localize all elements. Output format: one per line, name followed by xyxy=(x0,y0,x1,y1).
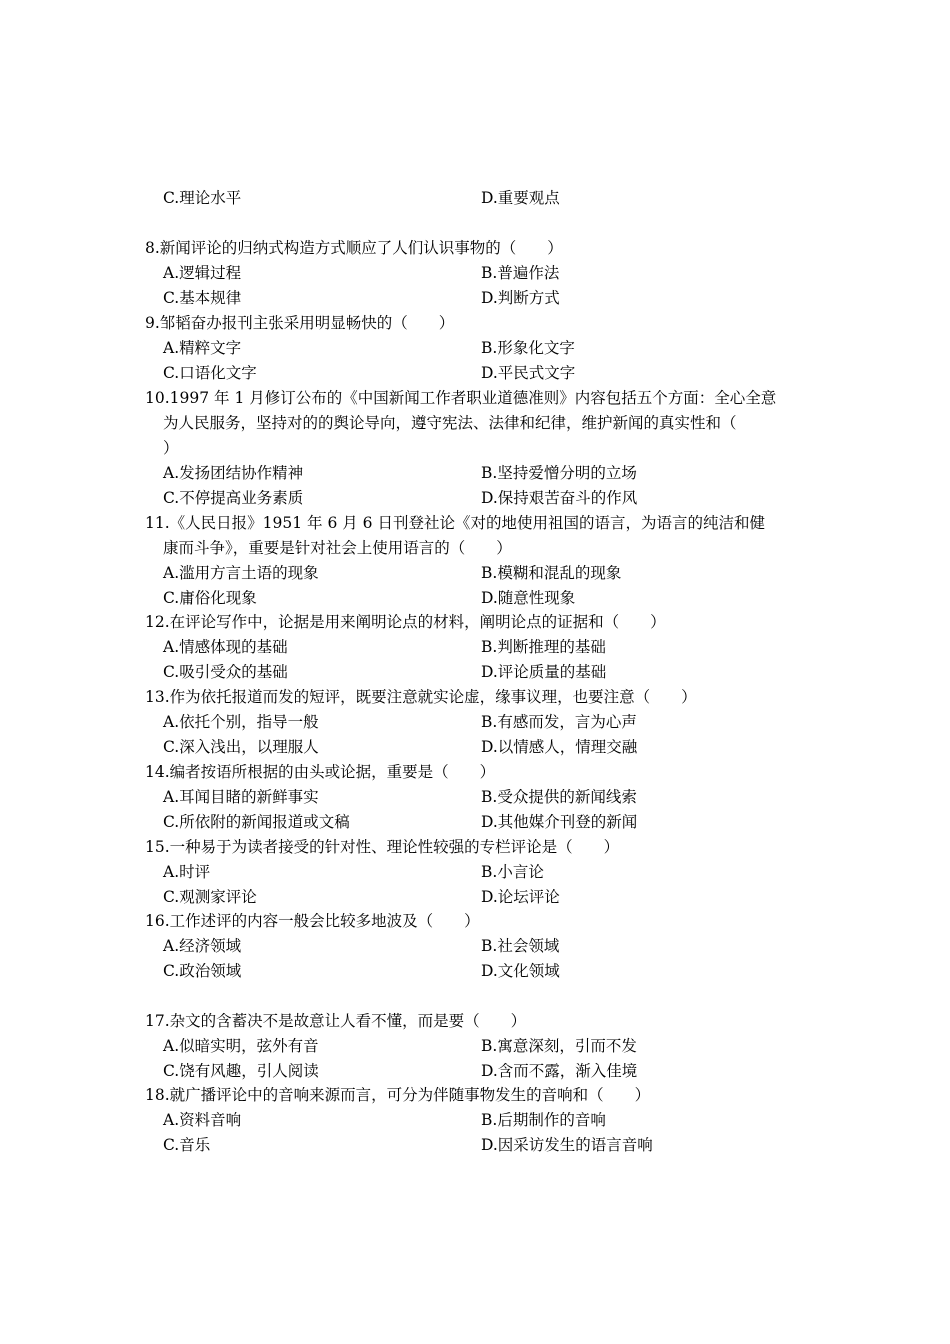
q18-option-a: A.资料音响 xyxy=(163,1111,242,1129)
q9-option-c: C.口语化文字 xyxy=(163,364,257,382)
q9-option-a: A.精粹文字 xyxy=(163,339,242,357)
q15-option-d: D.论坛评论 xyxy=(481,888,560,906)
q14-stem: 14.编者按语所根据的由头或论据，重要是（ ） xyxy=(145,763,496,781)
q14-option-d: D.其他媒介刊登的新闻 xyxy=(481,813,638,831)
q14-option-a: A.耳闻目睹的新鲜事实 xyxy=(163,788,319,806)
q13-option-b: B.有感而发，言为心声 xyxy=(481,713,637,731)
q15-option-c: C.观测家评论 xyxy=(163,888,257,906)
q12-option-d: D.评论质量的基础 xyxy=(481,663,607,681)
q15-option-a: A.时评 xyxy=(163,863,211,881)
q11-stem-line1: 11.《人民日报》1951 年 6 月 6 日刊登社论《对的地使用祖国的语言，为语言的纯洁和健 xyxy=(145,514,765,532)
q13-option-a: A.依托个别，指导一般 xyxy=(163,713,319,731)
q10-stem-line2: 为人民服务，坚持对的的舆论导向，遵守宪法、法律和纪律，维护新闻的真实性和（ xyxy=(163,414,737,432)
q15-stem: 15.一种易于为读者接受的针对性、理论性较强的专栏评论是（ ） xyxy=(145,838,620,856)
q8-option-c: C.基本规律 xyxy=(163,289,242,307)
q17-option-d: D.含而不露，渐入佳境 xyxy=(481,1062,638,1080)
q18-stem: 18.就广播评论中的音响来源而言，可分为伴随事物发生的音响和（ ） xyxy=(145,1086,651,1104)
q13-option-d: D.以情感人，情理交融 xyxy=(481,738,638,756)
q9-option-d: D.平民式文字 xyxy=(481,364,576,382)
q8-option-d: D.判断方式 xyxy=(481,289,560,307)
q13-stem: 13.作为依托报道而发的短评，既要注意就实论虚，缘事议理，也要注意（ ） xyxy=(145,688,697,706)
q10-option-c: C.不停提高业务素质 xyxy=(163,489,304,507)
q10-stem-line1: 10.1997 年 1 月修订公布的《中国新闻工作者职业道德准则》内容包括五个方面：全心全意 xyxy=(145,389,777,407)
q18-option-c: C.音乐 xyxy=(163,1136,211,1154)
q11-option-b: B.模糊和混乱的现象 xyxy=(481,564,622,582)
q8-stem: 8.新闻评论的归纳式构造方式顺应了人们认识事物的（ ） xyxy=(145,239,563,257)
q7-option-d: D.重要观点 xyxy=(481,189,560,207)
q16-option-c: C.政治领域 xyxy=(163,962,242,980)
q11-option-c: C.庸俗化现象 xyxy=(163,589,257,607)
q18-option-b: B.后期制作的音响 xyxy=(481,1111,606,1129)
q13-option-c: C.深入浅出，以理服人 xyxy=(163,738,319,756)
q11-option-a: A.滥用方言土语的现象 xyxy=(163,564,319,582)
q17-option-c: C.饶有风趣，引人阅读 xyxy=(163,1062,319,1080)
q11-stem-line2: 康而斗争》，重要是针对社会上使用语言的（ ） xyxy=(163,539,512,557)
q8-option-a: A.逻辑过程 xyxy=(163,264,242,282)
q17-stem: 17.杂文的含蓄决不是故意让人看不懂，而是要（ ） xyxy=(145,1012,527,1030)
q12-stem: 12.在评论写作中，论据是用来阐明论点的材料，阐明论点的证据和（ ） xyxy=(145,613,666,631)
q10-stem-line3: ） xyxy=(163,439,179,457)
q10-option-b: B.坚持爱憎分明的立场 xyxy=(481,464,637,482)
q17-option-b: B.寓意深刻，引而不发 xyxy=(481,1037,637,1055)
q14-option-b: B.受众提供的新闻线索 xyxy=(481,788,637,806)
q14-option-c: C.所依附的新闻报道或文稿 xyxy=(163,813,350,831)
q18-option-d: D.因采访发生的语言音响 xyxy=(481,1136,653,1154)
q12-option-b: B.判断推理的基础 xyxy=(481,638,606,656)
q10-option-a: A.发扬团结协作精神 xyxy=(163,464,304,482)
q16-option-d: D.文化领域 xyxy=(481,962,560,980)
q8-option-b: B.普遍作法 xyxy=(481,264,560,282)
q12-option-c: C.吸引受众的基础 xyxy=(163,663,288,681)
q9-option-b: B.形象化文字 xyxy=(481,339,575,357)
q12-option-a: A.情感体现的基础 xyxy=(163,638,288,656)
q11-option-d: D.随意性现象 xyxy=(481,589,576,607)
q16-stem: 16.工作述评的内容一般会比较多地波及（ ） xyxy=(145,912,480,930)
q16-option-b: B.社会领域 xyxy=(481,937,560,955)
q15-option-b: B.小言论 xyxy=(481,863,544,881)
q16-option-a: A.经济领域 xyxy=(163,937,242,955)
q10-option-d: D.保持艰苦奋斗的作风 xyxy=(481,489,638,507)
q7-option-c: C.理论水平 xyxy=(163,189,242,207)
q17-option-a: A.似暗实明，弦外有音 xyxy=(163,1037,319,1055)
q9-stem: 9.邹韬奋办报刊主张采用明显畅快的（ ） xyxy=(145,314,455,332)
